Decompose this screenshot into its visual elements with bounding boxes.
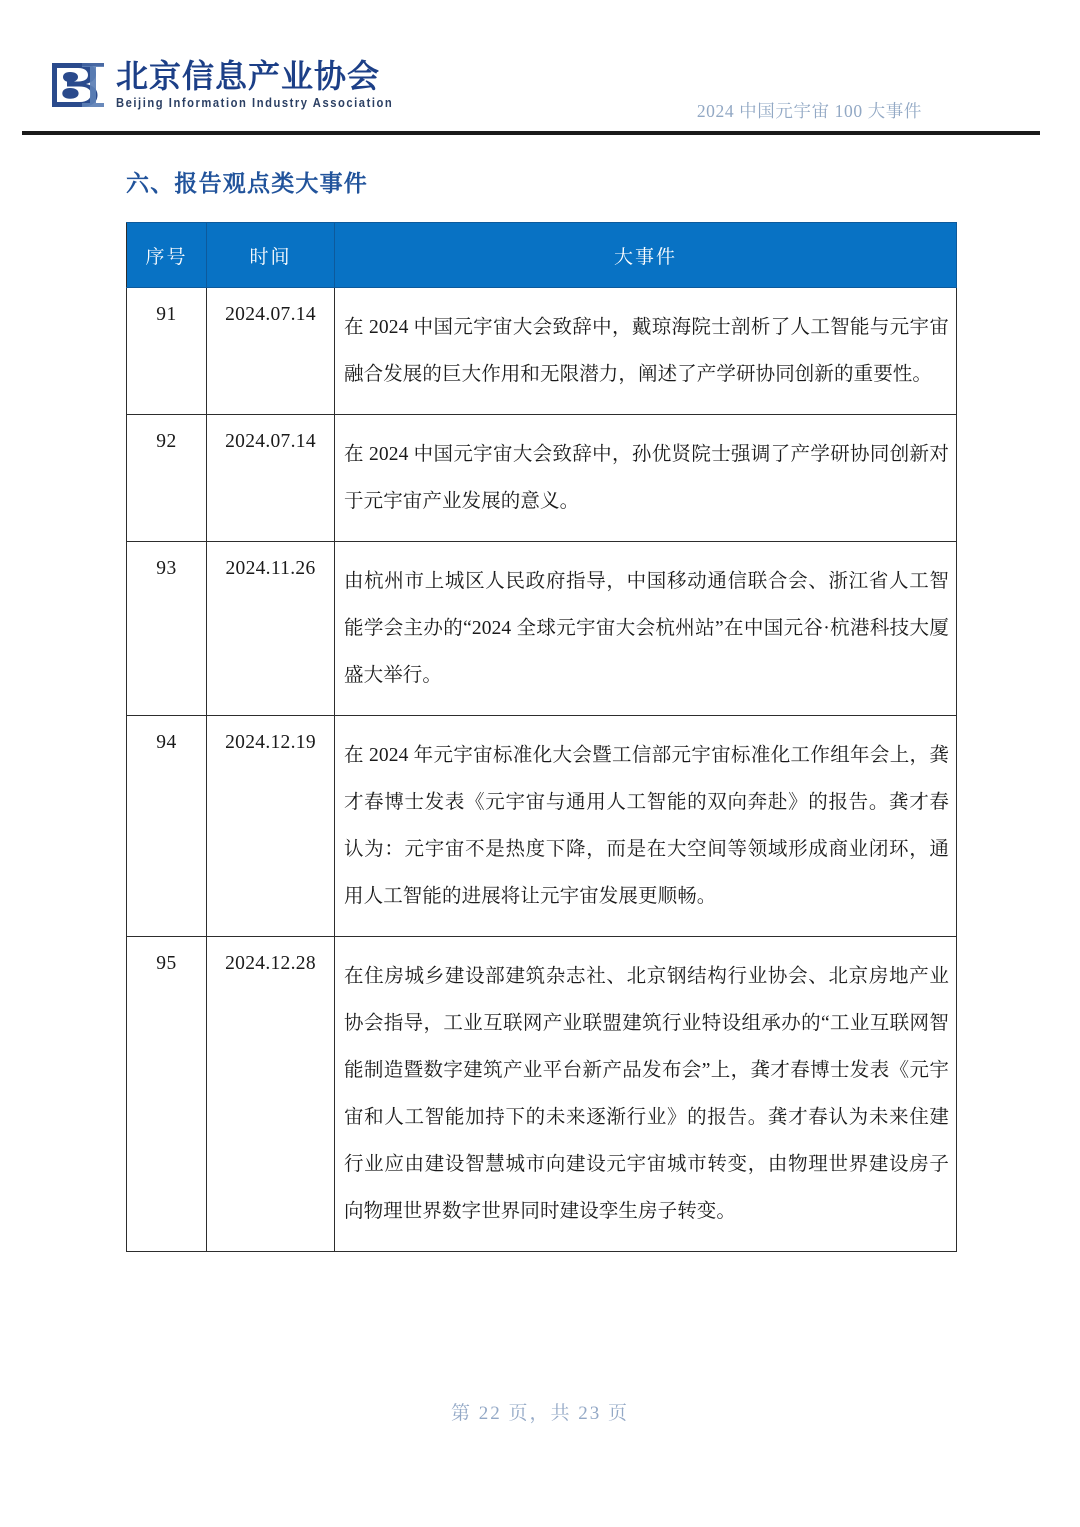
document-title-header: 2024 中国元宇宙 100 大事件 [696, 101, 922, 121]
logo-name-cn: 北京信息产业协会 [116, 58, 381, 94]
table-row [127, 542, 957, 716]
cell-event [335, 937, 957, 1252]
table-row [127, 937, 957, 1252]
page-header [0, 0, 1080, 140]
cell-time: 2024.07.14 [207, 415, 335, 542]
cell-no: 92 [127, 415, 207, 542]
table-row [127, 716, 957, 937]
table-body [127, 288, 957, 1252]
table-row [127, 415, 957, 542]
cell-event-text: 在住房城乡建设部建筑杂志社、北京钢结构行业协会、北京房地产业协会指导，工业互联网产业联盟建筑行业特设组承办的“工业互联网智能制造暨数字建筑产业平台新产品发布会”上，龚才春博士发表《元宇宙和人工智能加持下的未来逐渐行业》的报告。龚才春认为未来住建行业应由建设智慧城市向建设元宇宙城市转变，由物理世界建设房子向物理世界数字世界同时建设孪生房子转变。 [344, 966, 949, 1222]
logo-name-en: Beijing Information Industry Association [116, 97, 394, 111]
cell-no: 95 [127, 937, 207, 1252]
column-header-event: 大事件 [335, 223, 957, 288]
cell-event [335, 716, 957, 937]
cell-event-text: 在 2024 年元宇宙标准化大会暨工信部元宇宙标准化工作组年会上，龚才春博士发表《元宇宙与通用人工智能的双向奔赴》的报告。龚才春认为：元宇宙不是热度下降，而是在大空间等领域形成商业闭环，通用人工智能的进展将让元宇宙发展更顺畅。 [344, 745, 949, 907]
header-divider [22, 131, 1040, 135]
page-footer: 第 22 页，共 23 页 [450, 1403, 629, 1424]
table-row [127, 288, 957, 415]
association-logo [48, 57, 393, 113]
events-table [126, 222, 957, 1252]
cell-event [335, 415, 957, 542]
cell-event [335, 288, 957, 415]
bi-monogram-icon [48, 57, 106, 113]
table-header [127, 223, 957, 288]
cell-event-text: 在 2024 中国元宇宙大会致辞中，戴琼海院士剖析了人工智能与元宇宙融合发展的巨大作用和无限潜力，阐述了产学研协同创新的重要性。 [344, 317, 949, 385]
cell-no: 91 [127, 288, 207, 415]
cell-time: 2024.11.26 [207, 542, 335, 716]
section-heading: 六、报告观点类大事件 [126, 170, 368, 196]
cell-event-text: 在 2024 中国元宇宙大会致辞中，孙优贤院士强调了产学研协同创新对于元宇宙产业发展的意义。 [344, 444, 949, 512]
table-header-row [127, 223, 957, 288]
cell-no: 93 [127, 542, 207, 716]
cell-time: 2024.07.14 [207, 288, 335, 415]
column-header-time: 时间 [207, 223, 335, 288]
column-header-no: 序号 [127, 223, 207, 288]
cell-time: 2024.12.19 [207, 716, 335, 937]
logo-text-block [116, 57, 393, 111]
cell-time: 2024.12.28 [207, 937, 335, 1252]
cell-no: 94 [127, 716, 207, 937]
cell-event [335, 542, 957, 716]
cell-event-text: 由杭州市上城区人民政府指导，中国移动通信联合会、浙江省人工智能学会主办的“2024 全球元宇宙大会杭州站”在中国元谷·杭港科技大厦盛大举行。 [344, 571, 949, 686]
